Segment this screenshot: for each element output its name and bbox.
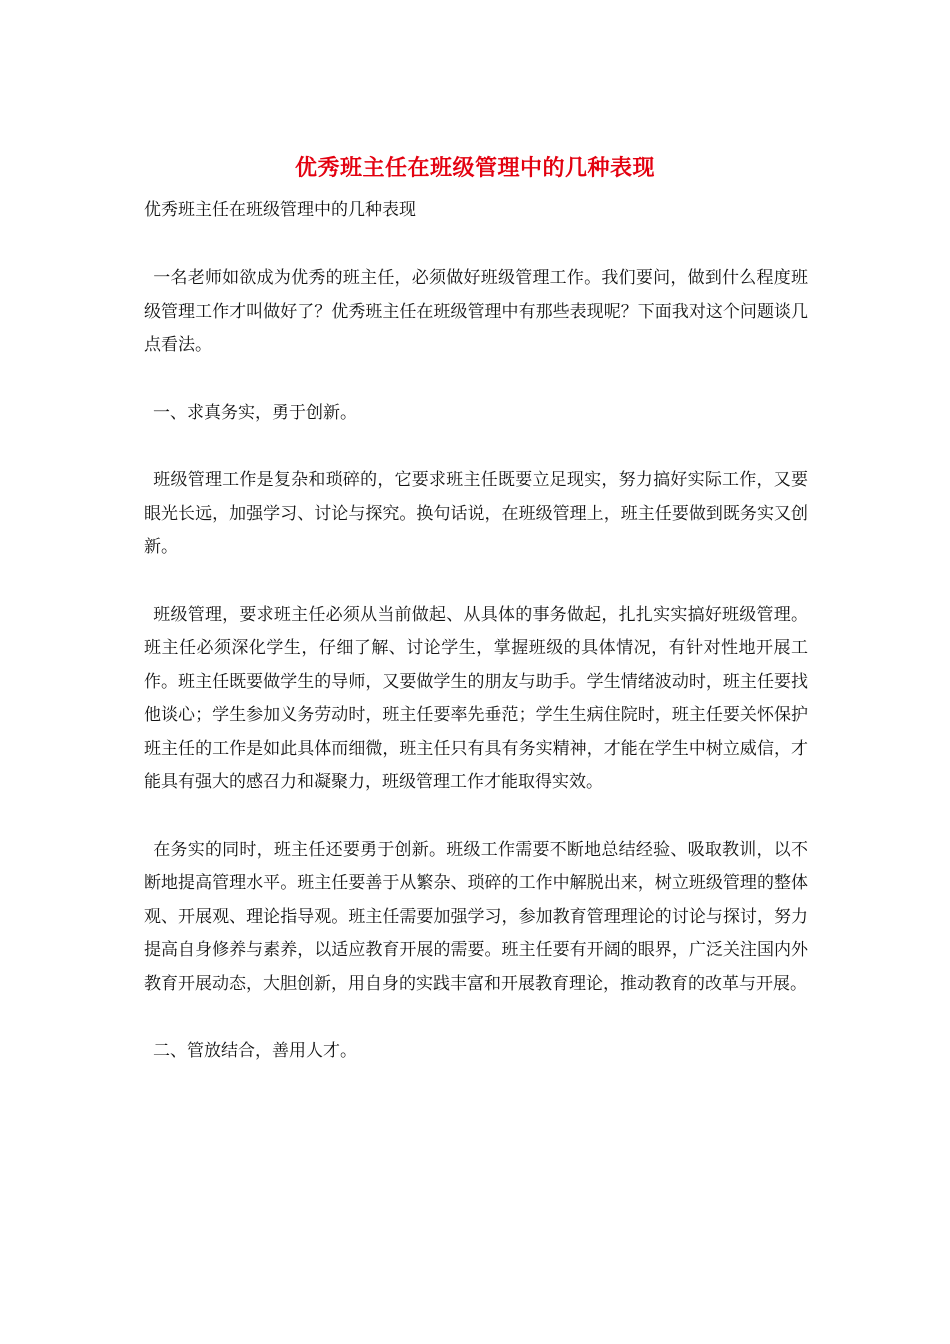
document-subtitle: 优秀班主任在班级管理中的几种表现 xyxy=(144,200,416,220)
paragraph-text: 在务实的同时，班主任还要勇于创新。班级工作需要不断地总结经验、吸取教训，以不断地提高管理水平。班主任要善于从繁杂、琐碎的工作中解脱出来，树立班级管理的整体观、开展观、理论指导观。班主任需要加强学习，参加教育管理理论的讨论与探讨，努力提高自身修养与素养，以适应教育开展的需要。班主任要有开阔的眼界，广泛关注国内外教育开展动态，大胆创新，用自身的实践丰富和开展教育理论，推动教育的改革与开展。 xyxy=(144,839,808,994)
paragraph-text: 一、求真务实，勇于创新。 xyxy=(153,402,357,423)
section-heading-1 xyxy=(144,397,808,431)
paragraph-intro xyxy=(144,262,808,363)
paragraph-text: 二、管放结合，善用人才。 xyxy=(153,1041,357,1061)
paragraph-text: 班级管理工作是复杂和琐碎的，它要求班主任既要立足现实，努力搞好实际工作，又要眼光长远，加强学习、讨论与探究。换句话说，在班级管理上，班主任要做到既务实又创新。 xyxy=(144,470,808,557)
paragraph-text: 一名老师如欲成为优秀的班主任，必须做好班级管理工作。我们要问，做到什么程度班级管理工作才叫做好了？优秀班主任在班级管理中有那些表现呢？下面我对这个问题谈几点看法。 xyxy=(144,268,808,355)
paragraph-section1-overview xyxy=(144,464,808,565)
paragraph-text: 班级管理，要求班主任必须从当前做起、从具体的事务做起，扎扎实实搞好班级管理。班主任必须深化学生，仔细了解、讨论学生，掌握班级的具体情况，有针对性地开展工作。班主任既要做学生的导师，又要做学生的朋友与助手。学生情绪波动时，班主任要找他谈心；学生参加义务劳动时，班主任要率先垂范；学生生病住院时，班主任要关怀保护 班主任的工作是如此具体而细微，班主任只有具有务实精神，才能在学生中树立威信，才能具有强大的感召力和凝聚力，班级管理工作才能取得实效。 xyxy=(144,604,808,792)
document-body xyxy=(144,262,808,1103)
document-title: 优秀班主任在班级管理中的几种表现 xyxy=(294,155,655,181)
paragraph-section1-innovation xyxy=(144,834,808,1002)
paragraph-section1-practical xyxy=(144,599,808,800)
section-heading-2 xyxy=(144,1035,808,1069)
